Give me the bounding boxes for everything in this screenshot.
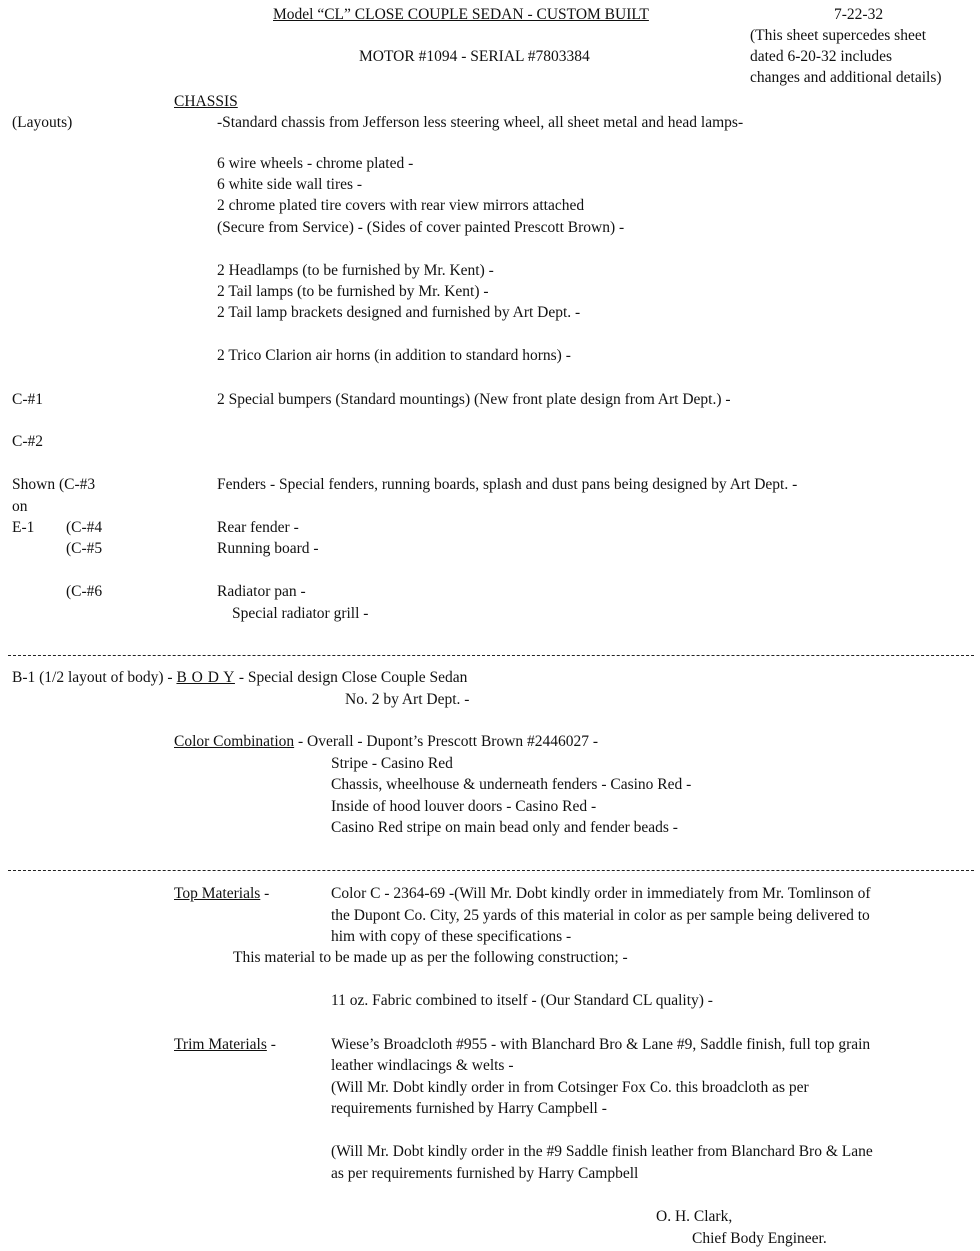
trim-leather-line-2: as per requirements furnished by Harry Campbell — [331, 1165, 639, 1182]
horns-line: 2 Trico Clarion air horns (in addition to standard horns) - — [217, 347, 571, 364]
signature-title: Chief Body Engineer. — [692, 1230, 827, 1247]
margin-c5: (C-#5 — [66, 540, 103, 557]
top-materials-line-3: him with copy of these specifications - — [331, 928, 572, 945]
trim-materials-line-3: (Will Mr. Dobt kindly order in from Cotsinger Fox Co. this broadcloth as per — [331, 1079, 809, 1096]
margin-c2: C-#2 — [12, 433, 43, 450]
top-materials-label-line — [174, 883, 269, 904]
trim-materials-line-2: leather windlacings & welts - — [331, 1057, 514, 1074]
radiator-pan-line: Radiator pan - — [217, 583, 306, 600]
bumpers-line: 2 Special bumpers (Standard mountings) (New front plate design from Art Dept.) - — [217, 391, 731, 408]
color-combination-line — [174, 731, 598, 752]
lamps-line-2: 2 Tail lamps (to be furnished by Mr. Kent) - — [217, 283, 489, 300]
trim-leather-line-1: (Will Mr. Dobt kindly order in the #9 Saddle finish leather from Blanchard Bro & Lane — [331, 1143, 873, 1160]
color-line-1: Stripe - Casino Red — [331, 755, 453, 772]
color-combination-label: Color Combination — [174, 733, 295, 750]
radiator-grill-line: Special radiator grill - — [232, 605, 369, 622]
margin-layouts: (Layouts) — [12, 114, 73, 131]
body-desc-1: - Special design Close Couple Sedan — [234, 669, 468, 686]
body-prefix: B-1 (1/2 layout of body) - — [12, 669, 177, 686]
trim-materials-label-line — [174, 1034, 276, 1055]
top-materials-line-1: Color C - 2364-69 -(Will Mr. Dobt kindly order in immediately from Mr. Tomlinson of — [331, 885, 871, 902]
lamps-line-1: 2 Headlamps (to be furnished by Mr. Kent) - — [217, 262, 494, 279]
fenders-line: Fenders - Special fenders, running boards, splash and dust pans being designed by Art Dept. - — [217, 476, 798, 493]
motor-serial: MOTOR #1094 - SERIAL #7803384 — [359, 48, 590, 65]
trim-materials-dash: - — [266, 1036, 276, 1053]
section-divider-1 — [8, 655, 974, 656]
margin-e1: E-1 — [12, 519, 35, 536]
color-line-2: Chassis, wheelhouse & underneath fenders - Casino Red - — [331, 776, 692, 793]
chassis-heading: CHASSIS — [174, 93, 238, 110]
supersede-note-line-1: (This sheet supercedes sheet — [750, 27, 927, 44]
trim-materials-label: Trim Materials — [174, 1036, 267, 1053]
color-line-3: Inside of hood louver doors - Casino Red - — [331, 798, 597, 815]
supersede-note-line-3: changes and additional details) — [750, 69, 942, 86]
trim-materials-line-1: Wiese’s Broadcloth #955 - with Blanchard Bro & Lane #9, Saddle finish, full top grain — [331, 1036, 871, 1053]
wheels-line-3: 2 chrome plated tire covers with rear view mirrors attached — [217, 197, 585, 214]
color-overall: - Overall - Dupont’s Prescott Brown #2446027 - — [294, 733, 599, 750]
top-materials-label: Top Materials — [174, 885, 261, 902]
trim-materials-line-4: requirements furnished by Harry Campbell - — [331, 1100, 607, 1117]
chassis-standard: -Standard chassis from Jefferson less steering wheel, all sheet metal and head lamps- — [217, 114, 744, 131]
signature-name: O. H. Clark, — [656, 1208, 733, 1225]
wheels-line-4: (Secure from Service) - (Sides of cover painted Prescott Brown) - — [217, 219, 625, 236]
margin-on: on — [12, 498, 28, 515]
running-board-line: Running board - — [217, 540, 319, 557]
margin-shown: Shown (C-#3 — [12, 476, 96, 493]
top-materials-dash: - — [260, 885, 270, 902]
margin-c4: (C-#4 — [66, 519, 103, 536]
body-line — [12, 667, 467, 688]
document-date: 7-22-32 — [834, 6, 884, 23]
top-materials-fabric: 11 oz. Fabric combined to itself - (Our Standard CL quality) - — [331, 992, 713, 1009]
color-line-4: Casino Red stripe on main bead only and fender beads - — [331, 819, 678, 836]
section-divider-2 — [8, 870, 974, 871]
top-materials-line-2: the Dupont Co. City, 25 yards of this material in color as per sample being delivered to — [331, 907, 870, 924]
supersede-note-line-2: dated 6-20-32 includes — [750, 48, 893, 65]
margin-c6: (C-#6 — [66, 583, 103, 600]
top-materials-construction: This material to be made up as per the following construction; - — [233, 949, 628, 966]
margin-c1: C-#1 — [12, 391, 43, 408]
document-title: Model “CL” CLOSE COUPLE SEDAN - CUSTOM BUILT — [273, 6, 649, 23]
lamps-line-3: 2 Tail lamp brackets designed and furnished by Art Dept. - — [217, 304, 581, 321]
body-desc-2: No. 2 by Art Dept. - — [345, 691, 470, 708]
wheels-line-1: 6 wire wheels - chrome plated - — [217, 155, 414, 172]
body-heading: B O D Y — [176, 669, 235, 686]
rear-fender-line: Rear fender - — [217, 519, 299, 536]
wheels-line-2: 6 white side wall tires - — [217, 176, 363, 193]
